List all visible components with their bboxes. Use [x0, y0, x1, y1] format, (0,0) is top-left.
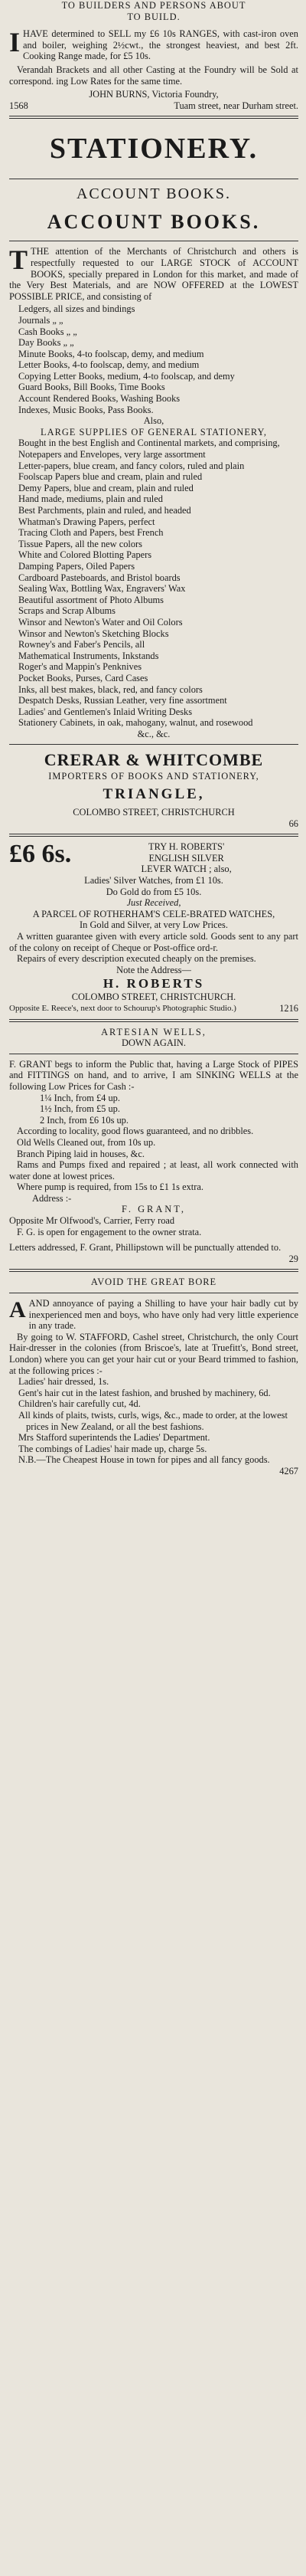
ref-number: 66 — [288, 818, 298, 829]
list-item: Ledgers, all sizes and bindings — [18, 303, 135, 315]
address-label: Address :- — [32, 1192, 72, 1204]
ref-number: 29 — [288, 1253, 298, 1264]
etc-label: &c., &c. — [137, 728, 171, 739]
list-item: Demy Papers, blue and cream, plain and ruled — [18, 482, 194, 493]
stationery-title: STATIONERY. — [49, 133, 259, 166]
list-item: Despatch Desks, Russian Leather, very fine assortment — [18, 695, 227, 706]
watch-line-2: LEVER WATCH ; also, — [141, 864, 232, 875]
account-book-list — [9, 303, 298, 415]
list-item: Stationery Cabinets, in oak, mahogany, walnut, and rosewood — [18, 717, 253, 729]
list-item: Foolscap Papers blue and cream, plain and ruled — [18, 471, 203, 483]
list-item: Best Parchments, plain and ruled, and headed — [18, 505, 191, 516]
also-label: Also, — [143, 415, 164, 427]
price-item: N.B.—The Cheapest House in town for pipes and all fancy goods. — [18, 1454, 270, 1466]
list-item: Sealing Wax, Bottling Wax, Engravers' Wax — [18, 583, 186, 595]
price-item: 2 Inch, from £6 10s up. — [40, 1114, 129, 1126]
guarantee-text: A written guarantee given with every article sold. Goods sent to any part of the colony on receipt of Cheque or Post-office ord-r. — [9, 931, 298, 953]
grant-address: Opposite Mr Olfwood's, Carrier, Ferry road — [9, 1215, 175, 1227]
list-item: White and Colored Blotting Papers — [18, 549, 152, 561]
stationery-street: COLOMBO STREET, CHRISTCHURCH — [73, 807, 235, 818]
try-label: TRY H. ROBERTS' — [148, 841, 225, 853]
wells-subtitle: DOWN AGAIN. — [122, 1037, 186, 1049]
price-item: 1½ Inch, from £5 up. — [40, 1103, 120, 1115]
price-item: 1¼ Inch, from £4 up. — [40, 1092, 120, 1103]
list-item: Journals „ „ — [18, 314, 63, 326]
foundry-footer — [9, 100, 298, 112]
list-item: Letter-papers, blue cream, and fancy colors, ruled and plain — [18, 460, 245, 471]
stationery-list — [9, 438, 298, 728]
ref-number: 4267 — [279, 1465, 298, 1476]
repairs-text: Repairs of every description executed cheaply on the premises. — [17, 953, 256, 965]
foundry-advert — [9, 0, 298, 111]
roberts-street: COLOMBO STREET, CHRISTCHURCH. — [71, 991, 236, 1003]
list-item: Beautiful assortment of Photo Albums — [18, 594, 164, 605]
stationery-intro: T THE attention of the Merchants of Christchurch and others is respectfully requested to our LARGE STOCK of ACCOUNT BOOKS, specially prepared in London for this market, and made of the Very Best Materials, and are NOW OFFERED at the LOWEST POSSIBLE PRICE, and consisting of — [9, 244, 298, 302]
list-item: Account Rendered Books, Washing Books — [18, 393, 181, 405]
list-item: Bought in the best English and Continental markets, and comprising, — [18, 438, 280, 449]
general-stationery-heading: LARGE SUPPLIES OF GENERAL STATIONERY, — [41, 426, 267, 438]
stationery-advert — [9, 131, 298, 829]
gold-silver-line: In Gold and Silver, at very Low Prices. — [80, 919, 228, 931]
list-item: Day Books „ „ — [18, 337, 74, 349]
list-item: Cash Books „ „ — [18, 326, 77, 337]
roberts-opposite: Opposite E. Reece's, next door to Schourup's Photographic Studio.) — [9, 1003, 236, 1013]
wells-body-2: According to locality, good flows guaranteed, and no dribbles. — [17, 1126, 254, 1137]
roberts-footer — [9, 1003, 298, 1014]
divider — [9, 1019, 298, 1022]
wells-advert — [9, 1027, 298, 1265]
list-item: Winsor and Newton's Water and Oil Colors — [18, 616, 183, 628]
wells-body-3: Old Wells Cleaned out, from 10s up. — [17, 1136, 156, 1148]
price-item: Gent's hair cut in the latest fashion, and brushed by machinery, 6d. — [18, 1387, 271, 1398]
triangle-heading: TRIANGLE, — [103, 786, 205, 803]
price-item: Mrs Stafford superintends the Ladies' Department. — [18, 1432, 210, 1444]
ref-number: 1568 — [9, 100, 28, 111]
list-item: Indexes, Music Books, Pass Books. — [18, 404, 154, 415]
grant-name: F. GRANT, — [122, 1204, 186, 1215]
roberts-intro — [9, 841, 298, 875]
list-item: Guard Books, Bill Books, Time Books — [18, 382, 165, 393]
price-item: Ladies' hair dressed, 1s. — [18, 1376, 109, 1388]
drop-cap: I — [9, 27, 21, 58]
list-item: Ladies' and Gentlemen's Inlaid Writing Desks — [18, 706, 193, 717]
foundry-body: I HAVE determined to SELL my £6 10s RANGES, with cast-iron oven and boiler, weighing 2½cwt., the strongest heaviest, and best 2ft. Cooking Range made, for £5 10s. — [9, 27, 298, 62]
list-item: Minute Books, 4-to foolscap, demy, and medium — [18, 348, 204, 359]
advert-header-2: TO BUILD. — [127, 11, 181, 22]
account-books-heading-2: ACCOUNT BOOKS. — [47, 211, 261, 234]
parcel-heading: A PARCEL OF ROTHERHAM'S CELE-BRATED WATCHES, — [32, 908, 275, 919]
divider — [9, 744, 298, 745]
list-item: Rowney's and Faber's Pencils, all — [18, 639, 145, 651]
divider — [9, 834, 298, 837]
ladies-watches: Ladies' Silver Watches, from £1 10s. — [84, 875, 223, 887]
wells-body-5: Rams and Pumps fixed and repaired ; at least, all work connected with water done at lowest prices. — [9, 1159, 298, 1181]
list-item: Scraps and Scrap Albums — [18, 605, 116, 617]
divider — [9, 1269, 298, 1272]
roberts-advert — [9, 841, 298, 1014]
list-item: Mathematical Instruments, Inkstands — [18, 650, 159, 661]
price-item: The combings of Ladies' hair made up, charge 5s. — [18, 1443, 207, 1454]
firm-name: CRERAR & WHITCOMBE — [44, 750, 264, 770]
drop-cap: A — [9, 1297, 26, 1323]
list-item: Cardboard Pasteboards, and Bristol boards — [18, 572, 181, 583]
list-item: Tracing Cloth and Papers, best French — [18, 527, 164, 539]
list-item: Pocket Books, Purses, Card Cases — [18, 672, 148, 683]
list-item: Roger's and Mappin's Penknives — [18, 661, 142, 673]
barber-body: A AND annoyance of paying a Shilling to have your hair badly cut by inexperienced men and boys, who have only had very little experience in any trade. — [9, 1297, 298, 1332]
price-figure: £6 6s. — [9, 840, 72, 869]
list-item: Winsor and Newton's Sketching Blocks — [18, 628, 169, 639]
foundry-body-2: Verandah Brackets and all other Casting at the Foundry will be Sold at correspond. ing Low Rates for the same time. — [9, 64, 298, 87]
list-item: Tissue Papers, all the new colors — [18, 538, 142, 549]
gold-watches: Do Gold do from £5 10s. — [106, 886, 202, 897]
account-books-heading: ACCOUNT BOOKS. — [76, 185, 232, 203]
list-item: Copying Letter Books, medium, 4-to foolscap, and demy — [18, 370, 235, 382]
barber-body-2: By going to W. STAFFORD, Cashel street, Christchurch, the only Court Hair-dresser in the colonies (from Briscoe's, late at Truefitt's, Bond street, London) where you can get your hair cut or your Beard trimmed to fashion, at the following prices :- — [9, 1331, 298, 1376]
wells-body-4: Branch Piping laid in houses, &c. — [17, 1148, 145, 1159]
received-label: Just Received, — [126, 897, 181, 909]
price-item: All kinds of plaits, twists, curls, wigs, &c., made to order, at the lowest prices in New Zealand, or all the best fashions. — [18, 1409, 288, 1432]
list-item: Damping Papers, Oiled Papers — [18, 560, 135, 572]
foundry-address: Tuam street, near Durham street. — [174, 100, 298, 111]
advert-header: TO BUILDERS AND PERSONS ABOUT — [61, 0, 246, 11]
divider — [9, 116, 298, 119]
wells-title: ARTESIAN WELLS, — [101, 1026, 207, 1037]
price-item: Children's hair carefully cut, 4d. — [18, 1398, 141, 1410]
foundry-signature: JOHN BURNS, Victoria Foundry, — [89, 89, 219, 100]
note-address: Note the Address— — [116, 964, 191, 975]
list-item: Whatman's Drawing Papers, perfect — [18, 516, 155, 527]
barber-title: AVOID THE GREAT BORE — [90, 1277, 217, 1288]
wells-body-6: Where pump is required, from 15s to £1 1s extra. — [17, 1181, 203, 1193]
drop-cap: T — [9, 244, 28, 276]
watch-line-1: ENGLISH SILVER — [148, 852, 224, 864]
wells-body: F. GRANT begs to inform the Public that, having a Large Stock of PIPES and FITTINGS on hand, and to arrive, I am SINKING WELLS at the following Low Prices for Cash :- — [9, 1058, 298, 1092]
list-item: Letter Books, 4-to foolscap, demy, and medium — [18, 359, 200, 371]
engagement-text: F. G. is open for engagement to the owner strata. — [17, 1226, 202, 1237]
ref-number: 1216 — [279, 1002, 298, 1014]
list-item: Notepapers and Envelopes, very large assortment — [18, 449, 206, 460]
barber-advert — [9, 1277, 298, 1476]
importers-label: IMPORTERS OF BOOKS AND STATIONERY, — [48, 771, 259, 782]
list-item: Inks, all best makes, black, red, and fancy colors — [18, 683, 203, 695]
roberts-name: H. ROBERTS — [103, 976, 205, 991]
letters-text: Letters addressed, F. Grant, Phillipstown will be punctually attended to. — [9, 1242, 282, 1254]
list-item: Hand made, mediums, plain and ruled — [18, 493, 163, 505]
